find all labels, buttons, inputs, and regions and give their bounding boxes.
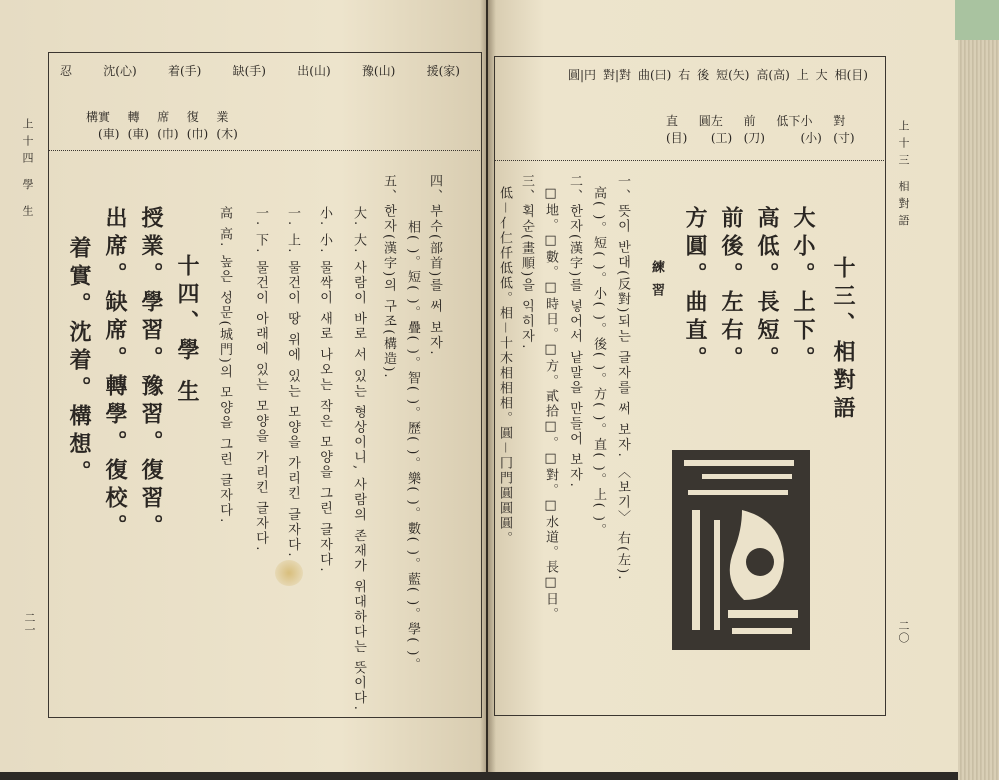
vocab-item: 豫(山) bbox=[361, 64, 396, 78]
vocab-item: 低 bbox=[776, 114, 789, 128]
vocab-item: 構 bbox=[86, 110, 99, 124]
vocab-item: 圓|円 bbox=[568, 68, 597, 82]
right-page-number: 二〇 bbox=[897, 620, 910, 644]
exercise-5-heading: 五、한자(漢字)의 구조(構造). bbox=[381, 174, 396, 380]
exercise-line: 一、뜻이 반대(反對)되는 글자를 써 보자. 〈보기〉 右(左). bbox=[615, 174, 630, 582]
exercise-line: □地。□數。□時日。□方。貳拾□。□對。□水道。長□日。 bbox=[543, 186, 558, 622]
lesson-13-title: 十三、相對語 bbox=[830, 256, 856, 424]
note-item: 一. 下. 물건이 아래에 있는 모양을 가리킨 글자다. bbox=[253, 206, 268, 553]
vocab-item: 復(巾) bbox=[186, 110, 209, 141]
lesson-14-line: 着實。沈着。構想。 bbox=[66, 236, 92, 488]
lesson-13-line: 方圓。曲直。 bbox=[682, 206, 708, 374]
vocab-item: 對(寸) bbox=[833, 114, 855, 145]
exercise-line: 二、한자(漢字)를 넣어서 낱말을 만들어 보자. bbox=[567, 174, 582, 489]
left-page bbox=[0, 0, 486, 772]
left-running-head: 上十四 學 生 bbox=[21, 118, 34, 222]
right-vocab-divider bbox=[494, 160, 884, 161]
vocab-item: 小(小) bbox=[800, 114, 822, 145]
vocab-item: 忍 bbox=[60, 64, 73, 78]
woodcut-ornament bbox=[672, 450, 810, 650]
practice-heading: 練習 bbox=[649, 260, 664, 306]
vocab-item: 曲(曰) bbox=[637, 68, 672, 82]
paper-stain bbox=[275, 560, 303, 586]
note-item: 一. 上. 물건이 땅 위에 있는 모양을 가리킨 글자다. bbox=[285, 206, 300, 559]
vocab-item: 圓 bbox=[698, 114, 711, 128]
vocab-item: 短(矢) bbox=[716, 68, 750, 82]
right-page bbox=[488, 0, 958, 772]
left-page-number: 二一 bbox=[23, 612, 36, 636]
background-corner bbox=[955, 0, 999, 40]
left-vocab-row-2 bbox=[86, 108, 246, 142]
lesson-13-line: 大小。上下。 bbox=[790, 206, 816, 374]
lesson-13-line: 高低。長短。 bbox=[754, 206, 780, 374]
right-vocab-row-1 bbox=[568, 66, 868, 83]
exercise-line: 高( )。短( )。小( )。後( )。方( )。直( )。上( )。 bbox=[591, 186, 606, 538]
vocab-item: 大 bbox=[815, 68, 828, 82]
right-running-head: 上十三 相對語 bbox=[897, 120, 910, 232]
vocab-item: 右 bbox=[678, 68, 691, 82]
exercise-4-heading: 四、부수(部首)를 써 보자. bbox=[427, 174, 442, 357]
vocab-item: 前(刀) bbox=[743, 114, 765, 145]
vocab-item: 上 bbox=[796, 68, 809, 82]
spine bbox=[480, 0, 496, 772]
vocab-item: 缺(手) bbox=[232, 64, 266, 78]
note-item: 大. 大. 사람이 바로 서 있는 형상이니, 사람의 존재가 위대하다는 뜻이다. bbox=[351, 206, 366, 712]
vocab-item: 下 bbox=[788, 114, 801, 128]
page-edges bbox=[958, 40, 999, 780]
vocab-item: 左(工) bbox=[710, 114, 733, 145]
exercise-4-items: 相( )。短( )。疊( )。智( )。歷( )。樂( )。數( )。藍( )。學( )。 bbox=[405, 220, 420, 673]
lesson-14-title: 十四、學 生 bbox=[174, 254, 200, 408]
vocab-item: 轉(車) bbox=[127, 110, 149, 141]
lesson-13-line: 前後。左右。 bbox=[718, 206, 744, 374]
exercise-line: 三、획순(畫順)을 익히자. bbox=[519, 174, 534, 351]
vocab-item: 實(車) bbox=[98, 110, 120, 141]
vocab-item: 高(高) bbox=[756, 68, 790, 82]
right-vocab-row-2 bbox=[666, 112, 866, 146]
vocab-item: 沈(心) bbox=[103, 64, 137, 78]
lesson-14-line: 出席。缺席。轉學。復校。 bbox=[102, 206, 128, 542]
vocab-item: 業(木) bbox=[216, 110, 238, 141]
left-vocab-divider bbox=[48, 150, 480, 151]
vocab-item: 援(家) bbox=[426, 64, 460, 78]
vocab-item: 相(目) bbox=[834, 68, 868, 82]
vocab-item: 對|對 bbox=[602, 68, 632, 82]
note-item: 小. 小. 물싹이 새로 나오는 작은 모양을 그린 글자다. bbox=[317, 206, 332, 574]
lesson-14-line: 授業。學習。豫習。復習。 bbox=[138, 206, 164, 542]
left-vocab-row-1 bbox=[60, 62, 460, 79]
vocab-item: 席(巾) bbox=[157, 110, 179, 141]
note-item: 高 高. 높은 성문(城門)의 모양을 그린 글자다. bbox=[217, 206, 232, 525]
vocab-item: 後 bbox=[697, 68, 710, 82]
vocab-item: 直(目) bbox=[666, 114, 688, 145]
vocab-item: 着(手) bbox=[167, 64, 202, 78]
vocab-item: 出(山) bbox=[297, 64, 331, 78]
exercise-line: 低－亻仁仟低低。相－十木相相相。圓－冂門圓圓圓。 bbox=[497, 186, 512, 547]
